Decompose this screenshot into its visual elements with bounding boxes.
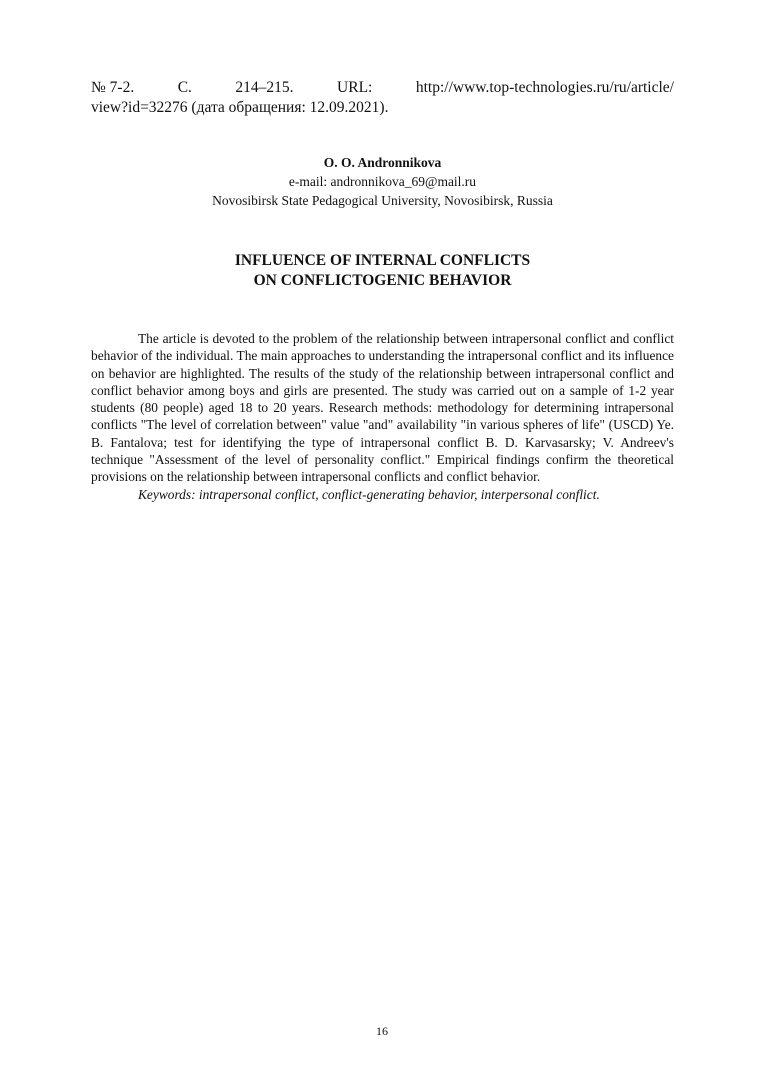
article-title xyxy=(91,251,674,291)
author-affiliation: Novosibirsk State Pedagogical University, Novosibirsk, Russia xyxy=(212,193,553,208)
author-email: e-mail: andronnikova_69@mail.ru xyxy=(288,174,477,189)
reference-issue: № 7-2. xyxy=(91,79,135,96)
keywords: Keywords: intrapersonal conflict, conflict-generating behavior, interpersonal conflict. xyxy=(138,486,600,502)
article-title-line-2: ON CONFLICTOGENIC BEHAVIOR xyxy=(253,272,512,289)
reference-url: http://www.top-technologies.ru/ru/article/ xyxy=(415,79,674,96)
abstract-text: The article is devoted to the problem of the relationship between intrapersonal conflict and conflict behavior of the individual. The main approaches to understanding the intrapersonal conflict and its influence on behavior are highlighted. The results of the study of the relationship between intrapersonal conflict and conflict behavior among boys and girls are presented. The study was carried out on a sample of 1-2 year students (80 people) aged 18 to 20 years. Research methods: methodology for determining intrapersonal conflicts "The level of correlation between" value "and" availability "in various spheres of life" (USCD) Ye. B. Fantalova; test for identifying the type of intrapersonal conflict B. D. Karvasarsky; V. Andreev's technique "Assessment of the level of personality conflict." Empirical findings confirm the theoretical provisions on the relationship between intrapersonal conflicts and conflict behavior. xyxy=(91,331,674,485)
reference-line-1 xyxy=(91,78,674,98)
reference-line-2: view?id=32276 (дата обращения: 12.09.2021). xyxy=(91,99,389,116)
author-block xyxy=(91,153,674,210)
author-name: O. O. Andronnikova xyxy=(323,155,442,170)
reference-pages: 214–215. xyxy=(235,79,294,96)
page-number: 16 xyxy=(376,1024,388,1038)
reference-continuation xyxy=(91,78,674,118)
reference-pages-label: С. xyxy=(177,79,192,96)
abstract xyxy=(91,330,674,503)
article-title-line-1: INFLUENCE OF INTERNAL CONFLICTS xyxy=(234,252,531,269)
reference-url-label: URL: xyxy=(337,79,373,96)
